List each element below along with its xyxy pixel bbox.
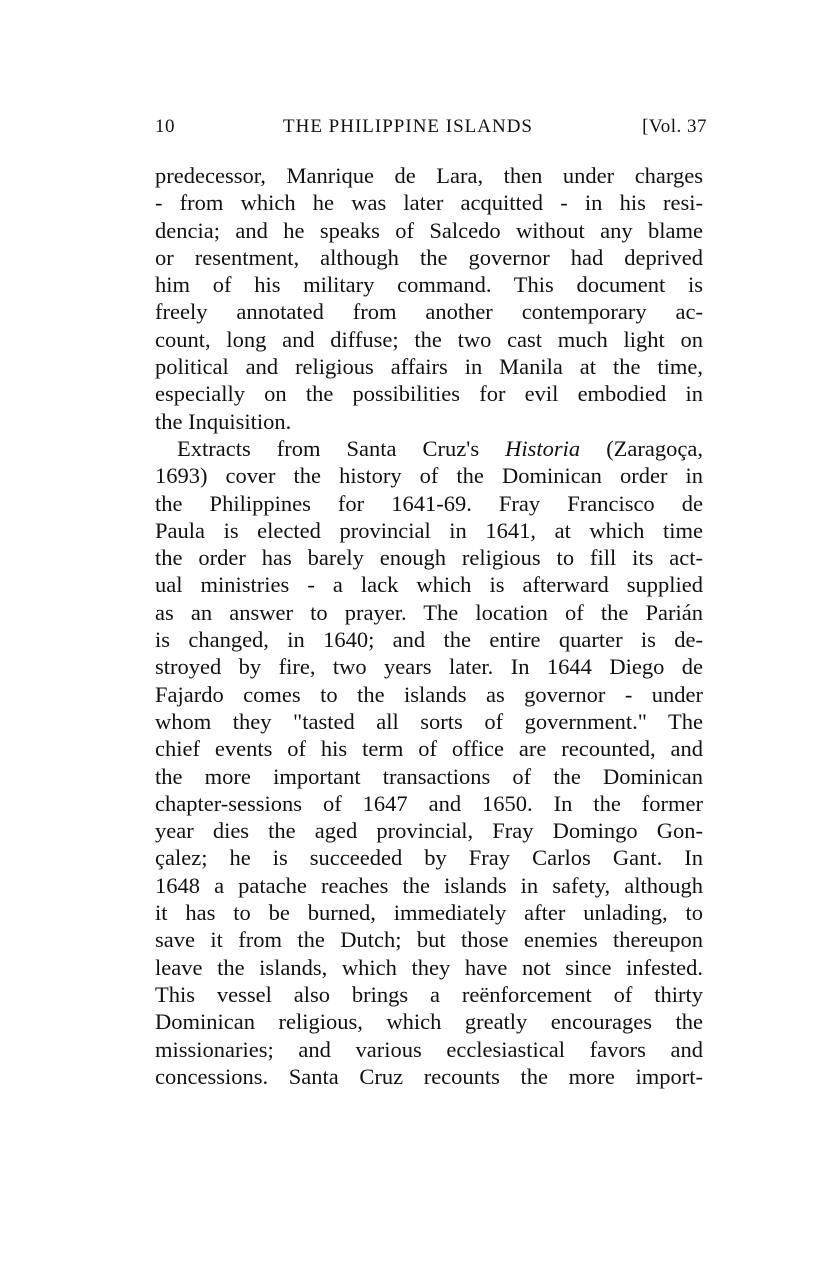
text-line-first	[155, 435, 703, 462]
text-line: political and religious affairs in Manila at the time,	[155, 354, 703, 380]
paragraph-1	[155, 162, 703, 435]
text-run: (Zaragoça,	[580, 435, 703, 461]
text-line: concessions. Santa Cruz recounts the more import-	[155, 1063, 703, 1089]
text-line: him of his military command. This document is	[155, 272, 703, 298]
text-line: save it from the Dutch; but those enemies thereupon	[155, 927, 703, 953]
text-line: count, long and diffuse; the two cast much light on	[155, 326, 703, 352]
text-line: the Philippines for 1641-69. Fray Francisco de	[155, 490, 703, 516]
text-line: stroyed by fire, two years later. In 1644 Diego de	[155, 654, 703, 680]
running-title: THE PHILIPPINE ISLANDS	[283, 116, 533, 137]
text-line: 1693) cover the history of the Dominican order in	[155, 463, 703, 489]
text-line: missionaries; and various ecclesiastical favors and	[155, 1036, 703, 1062]
text-line: leave the islands, which they have not since infested.	[155, 954, 703, 980]
text-line: - from which he was later acquitted - in his resi-	[155, 190, 703, 216]
text-line: Paula is elected provincial in 1641, at which time	[155, 517, 703, 543]
text-line: çalez; he is succeeded by Fray Carlos Gant. In	[155, 845, 703, 871]
text-line: as an answer to prayer. The location of the Parián	[155, 599, 703, 625]
text-line: Fajardo comes to the islands as governor - under	[155, 681, 703, 707]
page-body	[155, 162, 703, 1090]
text-line: predecessor, Manrique de Lara, then under charges	[155, 163, 703, 188]
text-line: 1648 a patache reaches the islands in safety, although	[155, 872, 703, 898]
text-line: Dominican religious, which greatly encourages the	[155, 1009, 703, 1035]
volume-label: [Vol. 37	[642, 116, 707, 137]
text-line: dencia; and he speaks of Salcedo without any blame	[155, 217, 703, 243]
text-line: chapter-sessions of 1647 and 1650. In the former	[155, 790, 703, 816]
text-run: Extracts from Santa Cruz's	[177, 435, 506, 461]
text-line: the order has barely enough religious to fill its act-	[155, 545, 703, 571]
text-line: ual ministries - a lack which is afterward supplied	[155, 572, 703, 598]
text-line: the Inquisition.	[155, 408, 292, 434]
paragraph-2	[155, 435, 703, 1090]
text-line: the more important transactions of the Dominican	[155, 763, 703, 789]
text-line: This vessel also brings a reënforcement of thirty	[155, 981, 703, 1007]
text-line: or resentment, although the governor had deprived	[155, 244, 703, 270]
text-line: especially on the possibilities for evil embodied in	[155, 381, 703, 407]
text-line: freely annotated from another contemporary ac-	[155, 299, 703, 325]
running-header	[155, 116, 707, 146]
page-number: 10	[155, 116, 175, 137]
text-line: whom they "tasted all sorts of government." The	[155, 708, 703, 734]
text-line: year dies the aged provincial, Fray Domingo Gon-	[155, 818, 703, 844]
book-title-italic: Historia	[505, 435, 581, 461]
text-line: chief events of his term of office are recounted, and	[155, 736, 703, 762]
text-line: is changed, in 1640; and the entire quarter is de-	[155, 627, 703, 653]
text-line: it has to be burned, immediately after unlading, to	[155, 900, 703, 926]
